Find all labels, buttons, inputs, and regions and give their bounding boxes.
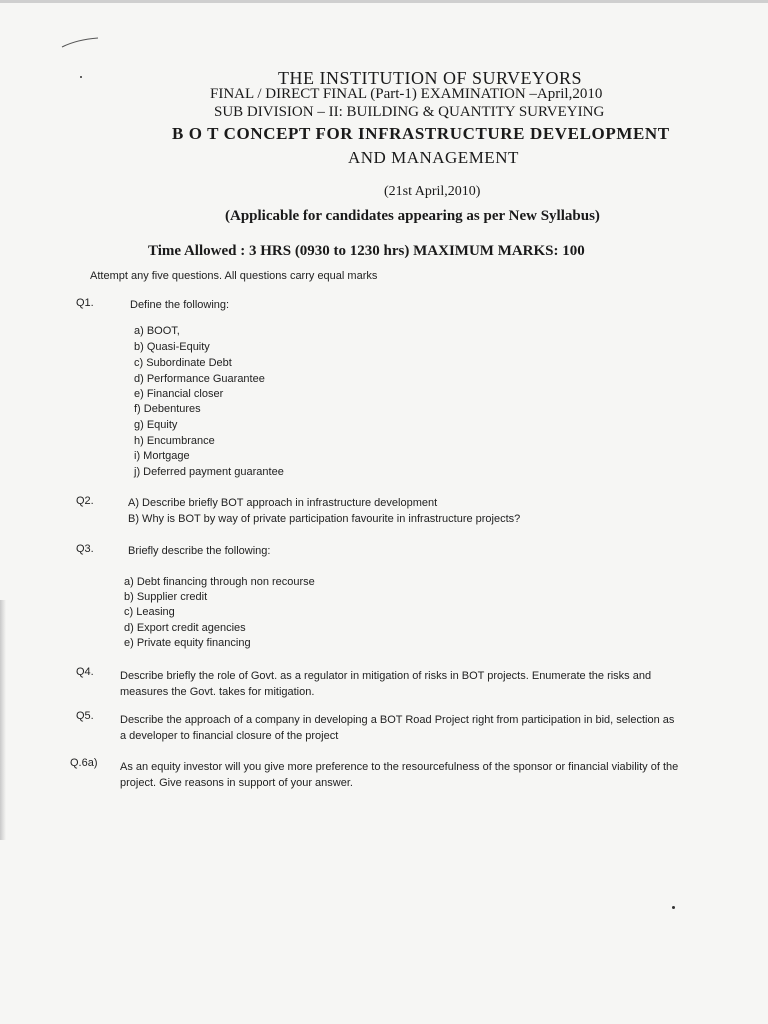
division-title: SUB DIVISION – II: BUILDING & QUANTITY SURVEYING xyxy=(214,104,605,120)
institution-title: THE INSTITUTION OF SURVEYORS xyxy=(278,68,583,88)
time-and-marks: Time Allowed : 3 HRS (0930 to 1230 hrs) MAXIMUM MARKS: 100 xyxy=(148,243,585,259)
list-item: h) Encumbrance xyxy=(134,435,215,447)
exam-date: (21st April,2010) xyxy=(384,184,481,199)
instructions: Attempt any five questions. All questions carry equal marks xyxy=(90,270,378,282)
list-item: j) Deferred payment guarantee xyxy=(134,466,284,478)
question-number: Q2. xyxy=(76,495,94,507)
list-item: b) Supplier credit xyxy=(124,591,208,603)
list-item: d) Performance Guarantee xyxy=(134,373,265,385)
list-item: a) BOOT, xyxy=(134,325,180,337)
list-item: A) Describe briefly BOT approach in infrastructure development xyxy=(128,497,438,509)
subject-title-line2: AND MANAGEMENT xyxy=(348,148,519,167)
question-text: Briefly describe the following: xyxy=(128,545,271,557)
list-item: c) Leasing xyxy=(124,606,175,618)
subject-title-line1: B O T CONCEPT FOR INFRASTRUCTURE DEVELOPMENT xyxy=(172,124,670,143)
list-item: c) Subordinate Debt xyxy=(134,357,232,369)
question-text: Define the following: xyxy=(130,299,230,311)
list-item: e) Private equity financing xyxy=(124,637,251,649)
list-item: g) Equity xyxy=(134,419,178,431)
scan-speck xyxy=(672,906,675,909)
list-item: b) Quasi-Equity xyxy=(134,341,210,353)
exam-title: FINAL / DIRECT FINAL (Part-1) EXAMINATION –April,2010 xyxy=(210,86,603,102)
list-item: B) Why is BOT by way of private participation favourite in infrastructure projects? xyxy=(128,513,521,525)
scan-speck xyxy=(80,76,82,78)
scan-top-edge xyxy=(0,0,768,3)
question-number: Q4. xyxy=(76,666,94,678)
question-text: Describe briefly the role of Govt. as a regulator in mitigation of risks in BOT projects. Enumerate the risks and measures the Govt. takes for mitigation. xyxy=(120,670,652,698)
question-text: Describe the approach of a company in developing a BOT Road Project right from participation in bid, selection as a developer to financial closure of the project xyxy=(120,714,675,742)
pen-mark xyxy=(60,36,100,50)
applicability-note: (Applicable for candidates appearing as per New Syllabus) xyxy=(225,208,600,224)
list-item: e) Financial closer xyxy=(134,388,224,400)
scan-left-shadow xyxy=(0,600,6,840)
list-item: d) Export credit agencies xyxy=(124,622,246,634)
question-number: Q1. xyxy=(76,297,94,309)
question-number: Q.6a) xyxy=(70,757,98,769)
question-number: Q5. xyxy=(76,710,94,722)
list-item: i) Mortgage xyxy=(134,450,190,462)
list-item: a) Debt financing through non recourse xyxy=(124,576,315,588)
question-text: As an equity investor will you give more preference to the resourcefulness of the sponsor or financial viability of the project. Give reasons in support of your answer. xyxy=(120,761,679,789)
question-number: Q3. xyxy=(76,543,94,555)
list-item: f) Debentures xyxy=(134,403,201,415)
